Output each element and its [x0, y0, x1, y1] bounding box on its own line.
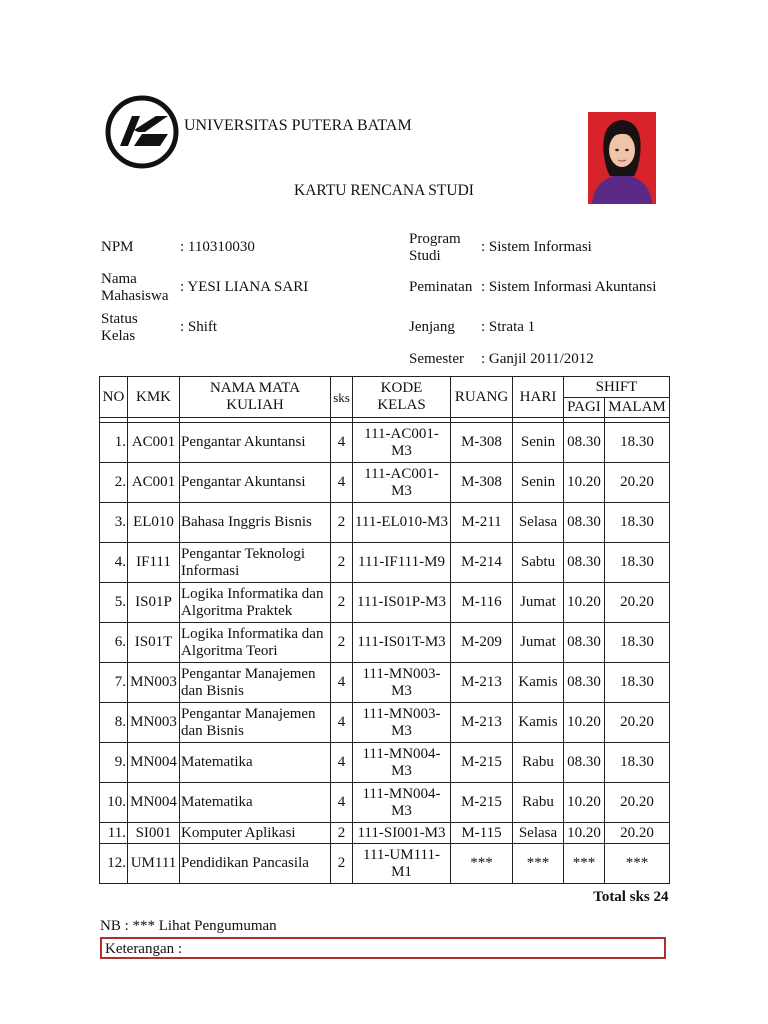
peminatan-label: Peminatan	[409, 279, 473, 295]
cell-nama: Pengantar Akuntansi	[180, 423, 331, 463]
cell-hari: Selasa	[513, 503, 564, 543]
cell-malam: 18.30	[605, 663, 670, 703]
cell-pagi: 08.30	[564, 423, 605, 463]
cell-no: 5.	[100, 583, 128, 623]
cell-nama: Pengantar Akuntansi	[180, 463, 331, 503]
cell-sks: 2	[331, 583, 353, 623]
cell-ruang: M-116	[451, 583, 513, 623]
cell-sks: 2	[331, 543, 353, 583]
cell-malam: 18.30	[605, 503, 670, 543]
cell-kode: 111-MN003-M3	[353, 663, 451, 703]
cell-sks: 4	[331, 743, 353, 783]
semester-value: : Ganjil 2011/2012	[481, 351, 594, 367]
cell-sks: 2	[331, 844, 353, 884]
cell-nama: Pengantar Manajemen dan Bisnis	[180, 663, 331, 703]
cell-kode: 111-MN003-M3	[353, 703, 451, 743]
cell-kmk: IS01T	[128, 623, 180, 663]
cell-malam: 18.30	[605, 543, 670, 583]
cell-ruang: M-215	[451, 783, 513, 823]
table-row	[100, 423, 670, 463]
program-label-2: Studi	[409, 248, 441, 264]
university-name: UNIVERSITAS PUTERA BATAM	[184, 117, 412, 134]
status-label-1: Status	[101, 311, 138, 327]
table-row	[100, 703, 670, 743]
course-table	[99, 376, 670, 910]
col-header-hari: HARI	[513, 377, 564, 418]
cell-ruang: M-214	[451, 543, 513, 583]
cell-kmk: IS01P	[128, 583, 180, 623]
jenjang-value: : Strata 1	[481, 319, 536, 335]
col-header-malam: MALAM	[605, 398, 670, 418]
cell-ruang: M-308	[451, 463, 513, 503]
cell-no: 2.	[100, 463, 128, 503]
table-row	[100, 623, 670, 663]
cell-no: 9.	[100, 743, 128, 783]
cell-no: 6.	[100, 623, 128, 663]
cell-pagi: 08.30	[564, 503, 605, 543]
total-sks: Total sks 24	[100, 884, 670, 911]
cell-kode: 111-SI001-M3	[353, 823, 451, 844]
col-header-kmk: KMK	[128, 377, 180, 418]
cell-kmk: UM111	[128, 844, 180, 884]
cell-kode: 111-IF111-M9	[353, 543, 451, 583]
cell-hari: Kamis	[513, 663, 564, 703]
cell-kode: 111-EL010-M3	[353, 503, 451, 543]
cell-nama: Pendidikan Pancasila	[180, 844, 331, 884]
table-row	[100, 463, 670, 503]
table-row	[100, 844, 670, 884]
cell-malam: 18.30	[605, 623, 670, 663]
cell-pagi: 10.20	[564, 703, 605, 743]
cell-pagi: 10.20	[564, 783, 605, 823]
cell-pagi: 08.30	[564, 663, 605, 703]
cell-malam: 18.30	[605, 423, 670, 463]
cell-ruang: M-308	[451, 423, 513, 463]
cell-pagi: 10.20	[564, 823, 605, 844]
cell-kmk: IF111	[128, 543, 180, 583]
nb-note: NB : *** Lihat Pengumuman	[100, 918, 277, 934]
cell-ruang: M-211	[451, 503, 513, 543]
cell-ruang: M-213	[451, 703, 513, 743]
cell-hari: Selasa	[513, 823, 564, 844]
cell-malam: 20.20	[605, 463, 670, 503]
cell-malam: 18.30	[605, 743, 670, 783]
cell-no: 11.	[100, 823, 128, 844]
cell-hari: Senin	[513, 423, 564, 463]
cell-sks: 4	[331, 783, 353, 823]
col-header-sks: sks	[331, 377, 353, 418]
cell-no: 7.	[100, 663, 128, 703]
program-label-1: Program	[409, 231, 461, 247]
page-title: KARTU RENCANA STUDI	[294, 182, 474, 199]
cell-nama: Matematika	[180, 783, 331, 823]
cell-kode: 111-AC001-M3	[353, 423, 451, 463]
col-header-no: NO	[100, 377, 128, 418]
cell-pagi: ***	[564, 844, 605, 884]
cell-kode: 111-MN004-M3	[353, 783, 451, 823]
cell-no: 10.	[100, 783, 128, 823]
table-row	[100, 663, 670, 703]
cell-pagi: 08.30	[564, 543, 605, 583]
cell-kode: 111-AC001-M3	[353, 463, 451, 503]
nama-label-2: Mahasiswa	[101, 288, 169, 304]
cell-ruang: M-115	[451, 823, 513, 844]
cell-pagi: 08.30	[564, 743, 605, 783]
cell-no: 3.	[100, 503, 128, 543]
cell-nama: Logika Informatika dan Algoritma Praktek	[180, 583, 331, 623]
cell-kmk: EL010	[128, 503, 180, 543]
cell-hari: Rabu	[513, 783, 564, 823]
semester-label: Semester	[409, 351, 464, 367]
cell-nama: Bahasa Inggris Bisnis	[180, 503, 331, 543]
status-value: : Shift	[180, 319, 218, 335]
cell-nama: Pengantar Manajemen dan Bisnis	[180, 703, 331, 743]
keterangan-box: Keterangan :	[100, 937, 666, 959]
cell-kode: 111-UM111-M1	[353, 844, 451, 884]
cell-malam: 20.20	[605, 583, 670, 623]
cell-hari: Jumat	[513, 623, 564, 663]
program-value: : Sistem Informasi	[481, 239, 592, 255]
col-header-shift: SHIFT	[564, 377, 670, 398]
cell-nama: Matematika	[180, 743, 331, 783]
cell-sks: 4	[331, 463, 353, 503]
cell-kmk: MN004	[128, 743, 180, 783]
cell-ruang: M-213	[451, 663, 513, 703]
nama-value: : YESI LIANA SARI	[180, 279, 309, 295]
cell-sks: 4	[331, 663, 353, 703]
cell-hari: Jumat	[513, 583, 564, 623]
cell-ruang: M-209	[451, 623, 513, 663]
cell-kmk: AC001	[128, 463, 180, 503]
table-row	[100, 583, 670, 623]
cell-hari: Sabtu	[513, 543, 564, 583]
cell-malam: 20.20	[605, 823, 670, 844]
cell-sks: 2	[331, 623, 353, 663]
cell-kmk: MN003	[128, 703, 180, 743]
cell-hari: ***	[513, 844, 564, 884]
jenjang-label: Jenjang	[409, 319, 455, 335]
nama-label-1: Nama	[101, 271, 137, 287]
cell-pagi: 10.20	[564, 463, 605, 503]
cell-kmk: AC001	[128, 423, 180, 463]
col-header-ruang: RUANG	[451, 377, 513, 418]
cell-ruang: M-215	[451, 743, 513, 783]
cell-malam: 20.20	[605, 703, 670, 743]
table-row	[100, 743, 670, 783]
cell-nama: Pengantar Teknologi Informasi	[180, 543, 331, 583]
cell-ruang: ***	[451, 844, 513, 884]
cell-no: 4.	[100, 543, 128, 583]
cell-sks: 4	[331, 423, 353, 463]
cell-no: 8.	[100, 703, 128, 743]
col-header-pagi: PAGI	[564, 398, 605, 418]
status-label-2: Kelas	[101, 328, 136, 344]
cell-kmk: MN004	[128, 783, 180, 823]
cell-nama: Logika Informatika dan Algoritma Teori	[180, 623, 331, 663]
cell-kmk: SI001	[128, 823, 180, 844]
cell-kode: 111-IS01P-M3	[353, 583, 451, 623]
table-row	[100, 543, 670, 583]
table-row	[100, 783, 670, 823]
npm-label: NPM	[101, 239, 134, 255]
cell-kode: 111-MN004-M3	[353, 743, 451, 783]
cell-sks: 4	[331, 703, 353, 743]
col-header-nama: NAMA MATA KULIAH	[180, 377, 331, 418]
cell-hari: Kamis	[513, 703, 564, 743]
cell-no: 12.	[100, 844, 128, 884]
cell-no: 1.	[100, 423, 128, 463]
peminatan-value: : Sistem Informasi Akuntansi	[481, 279, 657, 295]
npm-value: : 110310030	[180, 239, 255, 255]
cell-kmk: MN003	[128, 663, 180, 703]
cell-nama: Komputer Aplikasi	[180, 823, 331, 844]
cell-hari: Rabu	[513, 743, 564, 783]
cell-pagi: 08.30	[564, 623, 605, 663]
cell-hari: Senin	[513, 463, 564, 503]
col-header-kode: KODE KELAS	[353, 377, 451, 418]
university-logo	[104, 94, 180, 170]
cell-sks: 2	[331, 823, 353, 844]
cell-sks: 2	[331, 503, 353, 543]
cell-pagi: 10.20	[564, 583, 605, 623]
cell-kode: 111-IS01T-M3	[353, 623, 451, 663]
cell-malam: ***	[605, 844, 670, 884]
cell-malam: 20.20	[605, 783, 670, 823]
table-row	[100, 503, 670, 543]
table-row	[100, 823, 670, 844]
